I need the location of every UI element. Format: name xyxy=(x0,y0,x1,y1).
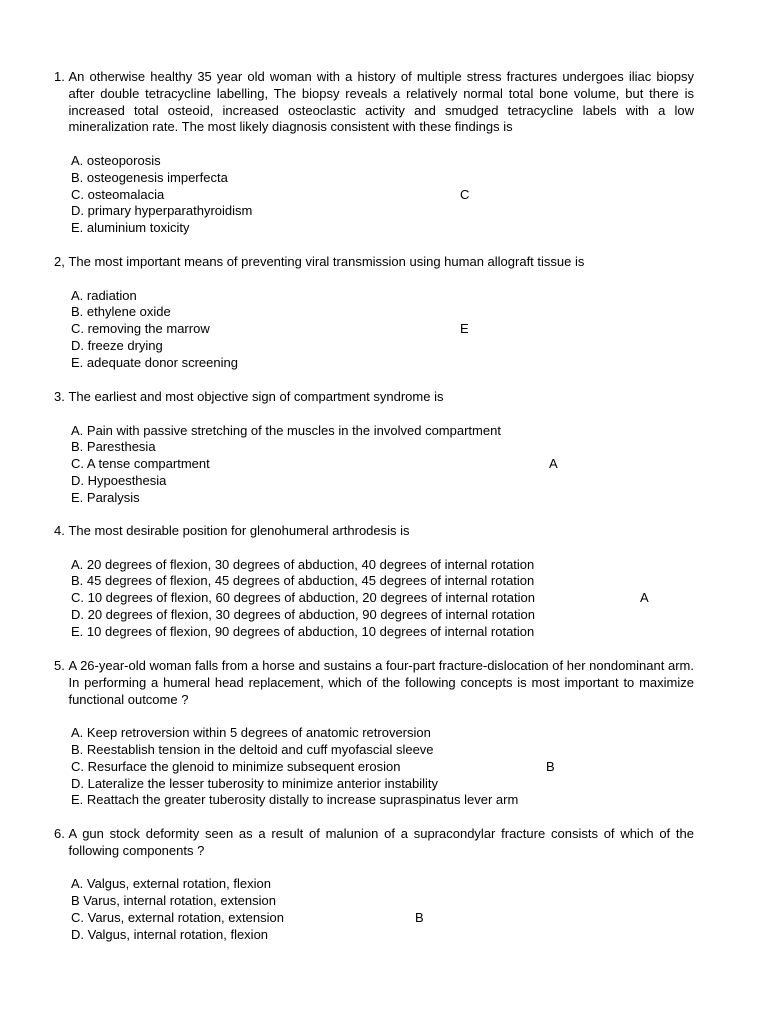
question-5 xyxy=(54,658,694,809)
option-c-text: C. Varus, external rotation, extension xyxy=(71,909,284,925)
question-number: 3. xyxy=(54,389,65,404)
question-number: 2, xyxy=(54,254,65,269)
answer-key: B xyxy=(546,758,555,774)
question-stem xyxy=(54,69,694,136)
question-stem xyxy=(54,826,694,860)
answer-options xyxy=(71,288,694,372)
option-c xyxy=(71,910,694,927)
question-text: A 26-year-old woman falls from a horse and sustains a four-part fracture-dislocation of her nondominant arm. In performing a humeral head replacement, which of the following concepts is most important to maximize functional outcome ? xyxy=(68,658,694,707)
question-stem xyxy=(54,254,694,271)
question-1 xyxy=(54,69,694,237)
question-number: 4. xyxy=(54,523,65,538)
option-c-text: C. 10 degrees of flexion, 60 degrees of abduction, 20 degrees of internal rotation xyxy=(71,590,535,606)
option-b: B. Reestablish tension in the deltoid and cuff myofascial sleeve xyxy=(71,741,434,757)
option-c xyxy=(71,321,694,338)
option-a: A. radiation xyxy=(71,287,137,303)
option-c-text: C. Resurface the glenoid to minimize subsequent erosion xyxy=(71,758,401,774)
option-c-text: C. osteomalacia xyxy=(71,186,165,202)
option-d: D. Lateralize the lesser tuberosity to minimize anterior instability xyxy=(71,775,439,791)
answer-key: A xyxy=(640,590,649,606)
option-e: E. Reattach the greater tuberosity distally to increase supraspinatus lever arm xyxy=(71,792,519,808)
option-b: B. osteogenesis imperfecta xyxy=(71,169,228,185)
answer-options xyxy=(71,557,694,641)
option-e: E. Paralysis xyxy=(71,489,140,505)
option-b: B Varus, internal rotation, extension xyxy=(71,893,276,909)
option-c-text: C. A tense compartment xyxy=(71,456,210,472)
question-text: An otherwise healthy 35 year old woman with a history of multiple stress fractures undergoes iliac biopsy after double tetracycline labelling, The biopsy reveals a relatively normal total bone volume, but there is increased total osteoid, increased osteoclastic activity and smudged tetracycline labels with a low mineralization rate. The most likely diagnosis consistent with these findings is xyxy=(68,69,694,135)
question-3 xyxy=(54,389,694,507)
option-c xyxy=(71,456,694,473)
option-d: D. primary hyperparathyroidism xyxy=(71,203,253,219)
answer-key: A xyxy=(549,456,558,472)
option-b: B. ethylene oxide xyxy=(71,304,171,320)
option-d: D. Hypoesthesia xyxy=(71,472,167,488)
question-4 xyxy=(54,523,694,641)
question-text: The most important means of preventing viral transmission using human allograft tissue is xyxy=(68,254,585,269)
option-b: B. Paresthesia xyxy=(71,439,156,455)
option-e: E. 10 degrees of flexion, 90 degrees of abduction, 10 degrees of internal rotation xyxy=(71,623,535,639)
question-text: The earliest and most objective sign of compartment syndrome is xyxy=(68,389,444,404)
option-d: D. Valgus, internal rotation, flexion xyxy=(71,926,269,942)
question-stem xyxy=(54,389,694,406)
option-e: E. adequate donor screening xyxy=(71,354,238,370)
answer-options xyxy=(71,423,694,507)
question-number: 5. xyxy=(54,658,65,673)
option-e: E. aluminium toxicity xyxy=(71,220,190,236)
answer-key: C xyxy=(460,186,470,202)
option-c xyxy=(71,590,694,607)
option-b: B. 45 degrees of flexion, 45 degrees of abduction, 45 degrees of internal rotation xyxy=(71,573,535,589)
question-2 xyxy=(54,254,694,372)
answer-options xyxy=(71,725,694,809)
option-c xyxy=(71,759,694,776)
question-stem xyxy=(54,658,694,708)
question-number: 1. xyxy=(54,69,65,84)
option-c-text: C. removing the marrow xyxy=(71,321,210,337)
option-a: A. osteoporosis xyxy=(71,152,161,168)
option-a: A. Keep retroversion within 5 degrees of anatomic retroversion xyxy=(71,725,431,741)
option-d: D. 20 degrees of flexion, 30 degrees of abduction, 90 degrees of internal rotation xyxy=(71,606,535,622)
question-number: 6. xyxy=(54,826,65,841)
answer-options xyxy=(71,876,694,943)
option-c xyxy=(71,187,694,204)
question-text: The most desirable position for glenohumeral arthrodesis is xyxy=(68,523,410,538)
answer-key: E xyxy=(460,321,469,337)
option-d: D. freeze drying xyxy=(71,337,163,353)
question-6 xyxy=(54,826,694,944)
answer-options xyxy=(71,153,694,237)
option-a: A. Pain with passive stretching of the muscles in the involved compartment xyxy=(71,422,501,438)
answer-key: B xyxy=(415,909,424,925)
option-a: A. 20 degrees of flexion, 30 degrees of abduction, 40 degrees of internal rotation xyxy=(71,556,535,572)
option-a: A. Valgus, external rotation, flexion xyxy=(71,876,271,892)
question-text: A gun stock deformity seen as a result of malunion of a supracondylar fracture consists of which of the following components ? xyxy=(68,826,694,858)
question-stem xyxy=(54,523,694,540)
